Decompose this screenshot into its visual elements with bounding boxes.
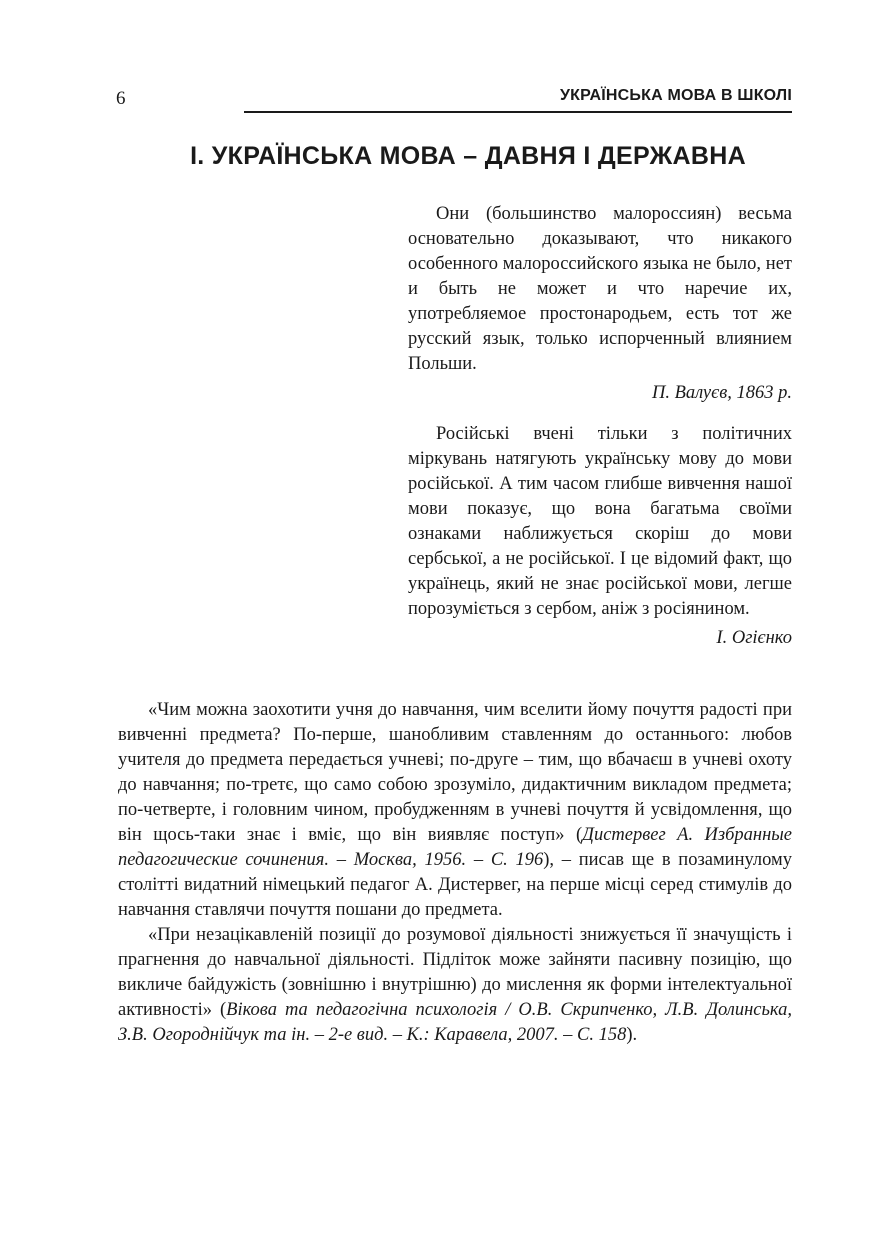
body-text xyxy=(118,698,792,1048)
citation: Дистервег А. Избранные педагогические сочинения. – Москва, 1956. – С. 196 xyxy=(118,825,792,870)
epigraph-text: Они (большинство малороссиян) весьма основательно доказывают, что никакого особенного малороссийского языка не было, нет и быть не может и что наречие их, употребляемое простонародьем, есть тот же русский язык, только испорченный влиянием Польши. xyxy=(408,204,792,374)
page-number: 6 xyxy=(116,88,126,109)
paragraph-2 xyxy=(118,923,792,1048)
citation: Вікова та педагогічна психологія / О.В. Скрипченко, Л.В. Долинська, З.В. Огороднійчук та ін. – 2-е вид. – К.: Каравела, 2007. – С. 158 xyxy=(118,1000,792,1045)
paragraph-1 xyxy=(118,698,792,923)
epigraph-attribution: П. Валуєв, 1863 р. xyxy=(651,383,792,403)
epigraph-text: Російські вчені тільки з політичних міркувань натягують українську мову до мови російської. А тим часом глибше вивчення нашої мови показує, що вона багатьма своїми ознаками наближується скоріш до мови сербської, а не російської. І це відомий факт, що українець, який не знає російської мови, легше порозуміється з сербом, аніж з росіянином. xyxy=(408,424,792,619)
paragraph-text: «При незацікавленій позиції до розумової діяльності знижується її значущість і прагнення до навчальної діяльності. Підліток може зайняти пасивну позицію, що викличе байдужість (зовнішню і внутрішню) до мислення як форми інтелектуальної активності» ( xyxy=(118,925,792,1020)
chapter-title: І. УКРАЇНСЬКА МОВА – ДАВНЯ І ДЕРЖАВНА xyxy=(190,142,746,170)
running-header xyxy=(244,84,792,113)
paragraph-text: ). xyxy=(626,1025,638,1045)
paragraph-text: «Чим можна заохотити учня до навчання, чим вселити йому почуття радості при вивченні предмета? По-перше, шанобливим ставленням до останнього: любов учителя до предмета передається учневі; по-друге – тим, що вбачаєш в учневі охоту до навчання; по-третє, що само собою зрозуміло, дидактичним викладом предмета; по-четверте, і головним чином, пробудженням в учневі почуття й усвідомлення, що він щось-таки знає і вміє, що він виявляє поступ» ( xyxy=(118,700,792,845)
epigraph-2 xyxy=(408,422,792,651)
epigraph-attribution: І. Огієнко xyxy=(716,628,792,648)
epigraph-1 xyxy=(408,202,792,406)
paragraph-text: ), – писав ще в позаминулому столітті видатний німецький педагог А. Дистервег, на перше місці серед стимулів до навчання ставлячи почуття пошани до предмета. xyxy=(118,850,792,920)
running-title: УКРАЇНСЬКА МОВА В ШКОЛІ xyxy=(559,87,792,104)
